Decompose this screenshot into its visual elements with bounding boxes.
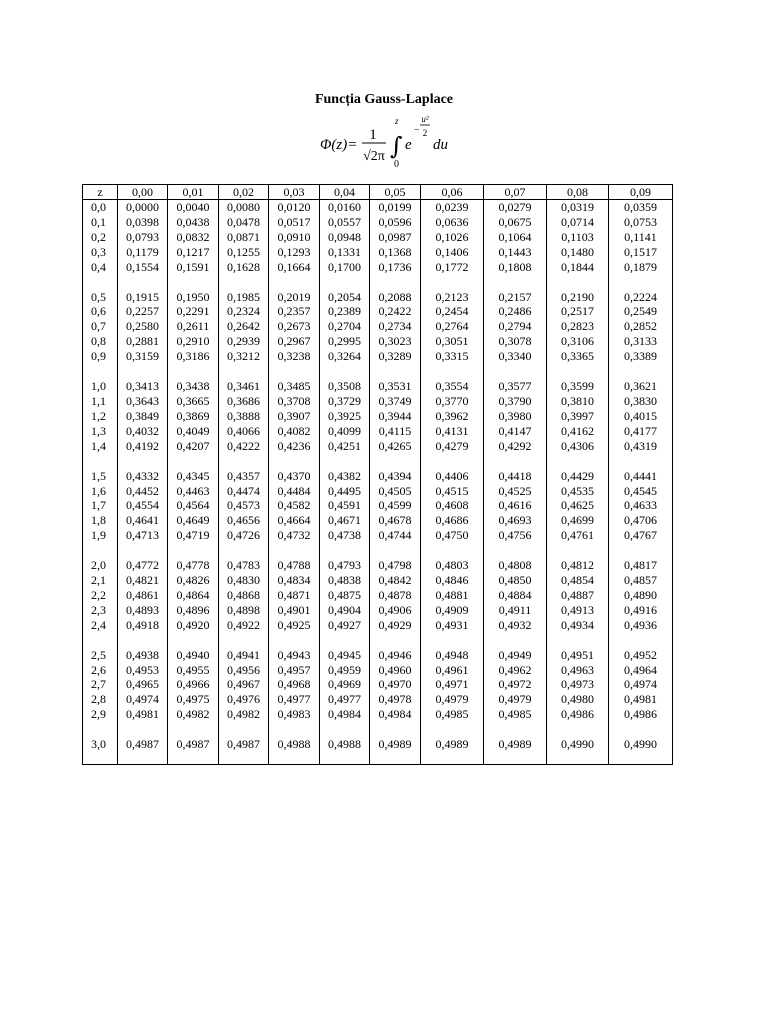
table-cell: 0,4941 0,4956 0,4967 0,4976 0,4982 — [219, 648, 269, 738]
exp-numerator: u² — [421, 114, 429, 124]
gauss-laplace-formula — [318, 112, 468, 170]
table-cell: 0,4441 0,4545 0,4633 0,4706 0,4767 — [609, 469, 673, 559]
header-col: 0,08 — [547, 185, 609, 200]
header-col: 0,02 — [219, 185, 269, 200]
table-cell: 0,4418 0,4525 0,4616 0,4693 0,4756 — [484, 469, 547, 559]
table-cell: 0,4987 — [118, 737, 168, 764]
table-cell: 0,4772 0,4821 0,4861 0,4893 0,4918 — [118, 558, 168, 648]
table-cell: 0,4798 0,4842 0,4878 0,4906 0,4929 — [370, 558, 421, 648]
header-col: 0,03 — [269, 185, 320, 200]
table-cell: 0,4332 0,4452 0,4554 0,4641 0,4713 — [118, 469, 168, 559]
z-values: 0,0 0,1 0,2 0,3 0,4 — [83, 200, 118, 290]
table-cell: 0,4817 0,4857 0,4890 0,4916 0,4936 — [609, 558, 673, 648]
table-cell: 0,0080 0,0478 0,0871 0,1255 0,1628 — [219, 200, 269, 290]
table-cell: 0,2054 0,2389 0,2704 0,2995 0,3264 — [320, 290, 370, 380]
table-cell: 0,4406 0,4515 0,4608 0,4686 0,4750 — [421, 469, 484, 559]
table-cell: 0,4812 0,4854 0,4887 0,4913 0,4934 — [547, 558, 609, 648]
table-cell: 0,3577 0,3790 0,3980 0,4147 0,4292 — [484, 379, 547, 469]
table-cell: 0,4429 0,4535 0,4625 0,4699 0,4761 — [547, 469, 609, 559]
table-cell: 0,3599 0,3810 0,3997 0,4162 0,4306 — [547, 379, 609, 469]
z-values: 1,0 1,1 1,2 1,3 1,4 — [83, 379, 118, 469]
table-cell: 0,4988 — [320, 737, 370, 764]
table-cell: 0,0000 0,0398 0,0793 0,1179 0,1554 — [118, 200, 168, 290]
table-cell: 0,3413 0,3643 0,3849 0,4032 0,4192 — [118, 379, 168, 469]
z-values: 2,0 2,1 2,2 2,3 2,4 — [83, 558, 118, 648]
header-col: 0,09 — [609, 185, 673, 200]
table-cell: 0,4949 0,4962 0,4972 0,4979 0,4985 — [484, 648, 547, 738]
table-cell: 0,2123 0,2454 0,2764 0,3051 0,3315 — [421, 290, 484, 380]
table-row-group — [83, 558, 673, 648]
table-cell: 0,3508 0,3729 0,3925 0,4099 0,4251 — [320, 379, 370, 469]
table-cell: 0,0279 0,0675 0,1064 0,1443 0,1808 — [484, 200, 547, 290]
header-col: 0,05 — [370, 185, 421, 200]
table-cell: 0,4946 0,4960 0,4970 0,4978 0,4984 — [370, 648, 421, 738]
table-cell: 0,0359 0,0753 0,1141 0,1517 0,1879 — [609, 200, 673, 290]
table-cell: 0,1985 0,2324 0,2642 0,2939 0,3212 — [219, 290, 269, 380]
z-values: 1,5 1,6 1,7 1,8 1,9 — [83, 469, 118, 559]
exp-denominator: 2 — [422, 128, 428, 138]
table-cell: 0,0040 0,0438 0,0832 0,1217 0,1591 — [168, 200, 219, 290]
differential: du — [433, 137, 448, 153]
table-cell: 0,2019 0,2357 0,2673 0,2967 0,3238 — [269, 290, 320, 380]
z-values: 3,0 — [83, 737, 118, 764]
gauss-laplace-table — [82, 184, 673, 765]
table-cell: 0,0319 0,0714 0,1103 0,1480 0,1844 — [547, 200, 609, 290]
table-cell: 0,4382 0,4495 0,4591 0,4671 0,4738 — [320, 469, 370, 559]
formula-denominator: √2π — [363, 149, 385, 164]
table-cell: 0,4989 — [484, 737, 547, 764]
table-cell: 0,4394 0,4505 0,4599 0,4678 0,4744 — [370, 469, 421, 559]
table-cell: 0,3621 0,3830 0,4015 0,4177 0,4319 — [609, 379, 673, 469]
table-cell: 0,0239 0,0636 0,1026 0,1406 0,1772 — [421, 200, 484, 290]
header-col: 0,04 — [320, 185, 370, 200]
z-values: 0,5 0,6 0,7 0,8 0,9 — [83, 290, 118, 380]
table-cell: 0,2157 0,2486 0,2794 0,3078 0,3340 — [484, 290, 547, 380]
z-values: 2,5 2,6 2,7 2,8 2,9 — [83, 648, 118, 738]
table-cell: 0,2224 0,2549 0,2852 0,3133 0,3389 — [609, 290, 673, 380]
formula-svg — [318, 112, 468, 170]
table-cell: 0,4988 — [269, 737, 320, 764]
table-cell: 0,4940 0,4955 0,4966 0,4975 0,4982 — [168, 648, 219, 738]
table-cell: 0,1950 0,2291 0,2611 0,2910 0,3186 — [168, 290, 219, 380]
table-row-group — [83, 469, 673, 559]
table-row-group — [83, 737, 673, 764]
table-cell: 0,4989 — [370, 737, 421, 764]
header-col: 0,06 — [421, 185, 484, 200]
formula-lhs: Φ(z)= — [320, 137, 358, 153]
exp-sign: − — [414, 125, 420, 136]
table-cell: 0,3531 0,3749 0,3944 0,4115 0,4265 — [370, 379, 421, 469]
table-cell: 0,2088 0,2422 0,2734 0,3023 0,3289 — [370, 290, 421, 380]
lower-limit: 0 — [394, 159, 399, 170]
table-cell: 0,4943 0,4957 0,4968 0,4977 0,4983 — [269, 648, 320, 738]
table-row-group — [83, 290, 673, 380]
table-cell: 0,4803 0,4846 0,4881 0,4909 0,4931 — [421, 558, 484, 648]
integral-sign: ∫ — [390, 132, 403, 160]
table-cell: 0,1915 0,2257 0,2580 0,2881 0,3159 — [118, 290, 168, 380]
table-cell: 0,3438 0,3665 0,3869 0,4049 0,4207 — [168, 379, 219, 469]
table-cell: 0,4952 0,4964 0,4974 0,4981 0,4986 — [609, 648, 673, 738]
table-row-group — [83, 379, 673, 469]
table-cell: 0,4788 0,4834 0,4871 0,4901 0,4925 — [269, 558, 320, 648]
exp-base: e — [405, 137, 412, 153]
formula-numerator: 1 — [369, 127, 377, 143]
table-cell: 0,3554 0,3770 0,3962 0,4131 0,4279 — [421, 379, 484, 469]
table-row-group — [83, 648, 673, 738]
table-cell: 0,4948 0,4961 0,4971 0,4979 0,4985 — [421, 648, 484, 738]
upper-limit: z — [395, 116, 399, 126]
table-cell: 0,4990 — [609, 737, 673, 764]
table-body — [83, 200, 673, 765]
table-row-group — [83, 200, 673, 290]
table-cell: 0,3461 0,3686 0,3888 0,4066 0,4222 — [219, 379, 269, 469]
header-col: 0,01 — [168, 185, 219, 200]
table-cell: 0,4989 — [421, 737, 484, 764]
table-cell: 0,4778 0,4826 0,4864 0,4896 0,4920 — [168, 558, 219, 648]
table-cell: 0,3485 0,3708 0,3907 0,4082 0,4236 — [269, 379, 320, 469]
table-cell: 0,0199 0,0596 0,0987 0,1368 0,1736 — [370, 200, 421, 290]
table-cell: 0,4938 0,4953 0,4965 0,4974 0,4981 — [118, 648, 168, 738]
table-header — [83, 185, 673, 200]
header-col: 0,07 — [484, 185, 547, 200]
table-cell: 0,4987 — [168, 737, 219, 764]
page-title: Funcția Gauss-Laplace — [314, 92, 454, 107]
header-col: 0,00 — [118, 185, 168, 200]
header-row — [83, 185, 673, 200]
table-cell: 0,0120 0,0517 0,0910 0,1293 0,1664 — [269, 200, 320, 290]
table-cell: 0,4945 0,4959 0,4969 0,4977 0,4984 — [320, 648, 370, 738]
table-cell: 0,4783 0,4830 0,4868 0,4898 0,4922 — [219, 558, 269, 648]
table-cell: 0,4345 0,4463 0,4564 0,4649 0,4719 — [168, 469, 219, 559]
table-cell: 0,4370 0,4484 0,4582 0,4664 0,4732 — [269, 469, 320, 559]
table-cell: 0,4357 0,4474 0,4573 0,4656 0,4726 — [219, 469, 269, 559]
table-cell: 0,4951 0,4963 0,4973 0,4980 0,4986 — [547, 648, 609, 738]
table-cell: 0,4987 — [219, 737, 269, 764]
header-z: z — [83, 185, 118, 200]
table-cell: 0,4793 0,4838 0,4875 0,4904 0,4927 — [320, 558, 370, 648]
table-cell: 0,4990 — [547, 737, 609, 764]
table-cell: 0,0160 0,0557 0,0948 0,1331 0,1700 — [320, 200, 370, 290]
table-cell: 0,4808 0,4850 0,4884 0,4911 0,4932 — [484, 558, 547, 648]
table-cell: 0,2190 0,2517 0,2823 0,3106 0,3365 — [547, 290, 609, 380]
